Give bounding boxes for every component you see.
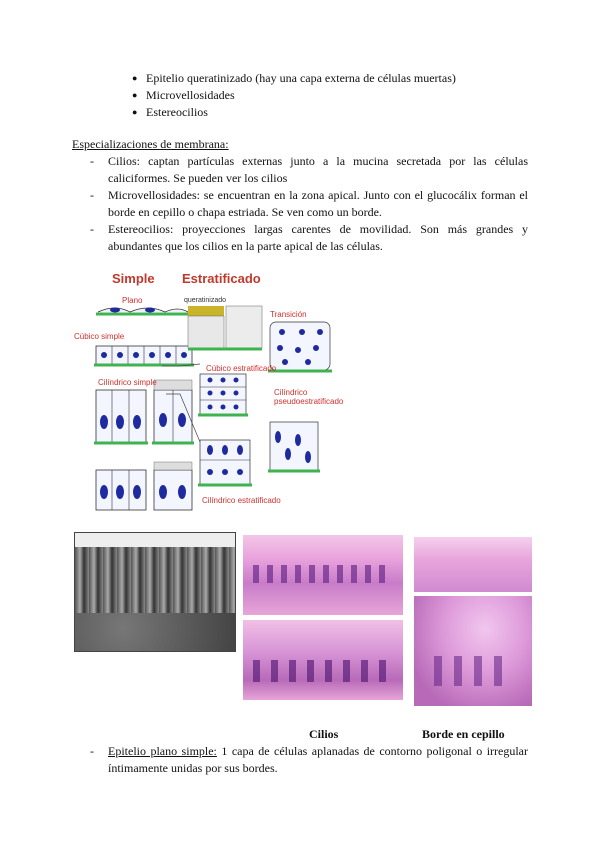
title-simple: Simple [112, 271, 155, 286]
cilia-micrograph-bottom [243, 620, 403, 700]
definition: 1 capa de células aplanadas de contorno poligonal o irregular íntimamente unidas por sus bordes. [108, 744, 528, 775]
label-cilindrico-simple: Cilíndrico simple [98, 378, 157, 387]
micrograph-base [75, 613, 235, 651]
micrograph-header-strip [75, 533, 235, 547]
brush-border-micrograph-bottom [414, 596, 532, 706]
bullet-item: ● Microvellosidades [132, 87, 552, 104]
nuclei-row [253, 565, 393, 583]
label-transicion: Transición [270, 310, 307, 319]
label-cubico-estratificado: Cúbico estratificado [206, 364, 277, 373]
list-item: - Estereocilios: proyecciones largas carentes de movilidad. Son más grandes y abundantes que los cilios en la parte apical de las células. [90, 221, 528, 255]
nuclei-row [253, 660, 393, 682]
cilia-micrograph-top [243, 535, 403, 615]
section-heading: Especializaciones de membrana: [72, 137, 229, 151]
bullet-item: ● Epitelio queratinizado (hay una capa externa de células muertas) [132, 70, 552, 87]
stratified-cuboidal-drawing [198, 374, 248, 415]
label-cilindrico-pseudo: Cilíndrico pseudoestratificado [274, 388, 344, 406]
simple-squamous-drawing [96, 308, 190, 315]
bullet-item: ● Estereocilios [132, 104, 552, 121]
label-queratinizado: queratinizado [184, 297, 227, 304]
label-cubico-simple: Cúbico simple [74, 332, 125, 341]
term: Epitelio plano simple: [108, 744, 217, 758]
microvilli-micrograph [74, 532, 236, 652]
list-item: - Microvellosidades: se encuentran en la zona apical. Junto con el glucocálix forman el borde en cepillo o chapa estriada. Se ven como un borde. [90, 187, 528, 221]
epithelium-types-figure [70, 262, 344, 512]
list-item: - Cilios: captan partículas externas junto a la mucina secretada por las células caliciformes. Se pueden ver los cilios [90, 153, 528, 187]
simple-columnar-drawing [94, 380, 194, 443]
transitional-drawing [268, 322, 332, 371]
stratified-columnar-drawing [198, 440, 252, 485]
simple-columnar-drawing-2 [96, 462, 192, 510]
list-item [90, 743, 528, 777]
keratinized-drawing [188, 306, 262, 349]
title-estratificado: Estratificado [182, 271, 261, 286]
bullet-list [132, 70, 552, 121]
pseudostratified-drawing [268, 422, 320, 471]
caption-borde: Borde en cepillo [422, 727, 505, 741]
label-plano: Plano [122, 296, 143, 305]
label-cilindrico-estratificado: Cilíndrico estratificado [202, 496, 281, 505]
caption-cilios: Cilios [309, 727, 339, 741]
simple-cuboidal-drawing [94, 346, 194, 365]
nuclei-row [434, 656, 514, 686]
specializations-list [90, 153, 528, 255]
epithelium-types-list [90, 743, 528, 777]
brush-border-micrograph-top [414, 537, 532, 592]
